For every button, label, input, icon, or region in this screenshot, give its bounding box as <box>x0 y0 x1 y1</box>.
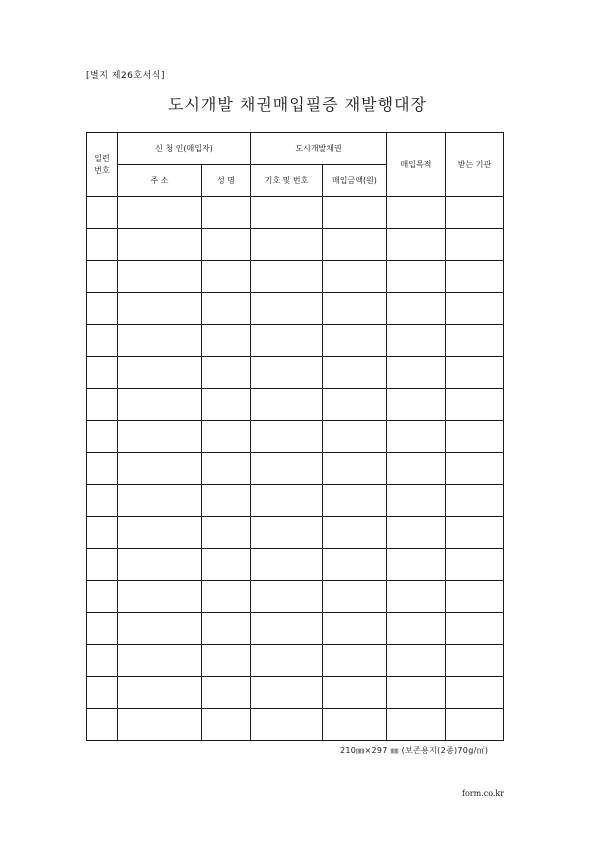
table-row <box>87 709 504 741</box>
address-cell <box>118 613 202 645</box>
receiving-agency-cell <box>446 357 504 389</box>
table-row <box>87 677 504 709</box>
serial-cell <box>87 197 118 229</box>
name-cell <box>202 677 251 709</box>
symbol-number-cell <box>251 261 323 293</box>
purchase-purpose-cell <box>387 453 446 485</box>
receiving-agency-cell <box>446 549 504 581</box>
purchase-purpose-cell <box>387 581 446 613</box>
applicant-header: 신 청 인(매입자) <box>118 133 251 165</box>
name-cell <box>202 421 251 453</box>
table-row <box>87 453 504 485</box>
table-row <box>87 293 504 325</box>
serial-cell <box>87 293 118 325</box>
symbol-number-header: 기호 및 번호 <box>251 165 323 197</box>
table-row <box>87 485 504 517</box>
name-cell <box>202 549 251 581</box>
name-cell <box>202 261 251 293</box>
purchase-amount-cell <box>323 357 387 389</box>
purchase-purpose-cell <box>387 197 446 229</box>
receiving-agency-cell <box>446 197 504 229</box>
purchase-purpose-cell <box>387 613 446 645</box>
purchase-amount-header: 매입금액(원) <box>323 165 387 197</box>
symbol-number-cell <box>251 677 323 709</box>
symbol-number-cell <box>251 389 323 421</box>
symbol-number-cell <box>251 293 323 325</box>
table-row <box>87 229 504 261</box>
address-cell <box>118 453 202 485</box>
purchase-amount-cell <box>323 485 387 517</box>
purchase-amount-cell <box>323 549 387 581</box>
address-cell <box>118 517 202 549</box>
receiving-agency-cell <box>446 677 504 709</box>
receiving-agency-cell <box>446 485 504 517</box>
purchase-purpose-cell <box>387 293 446 325</box>
receiving-agency-cell <box>446 229 504 261</box>
purchase-amount-cell <box>323 261 387 293</box>
purchase-purpose-header: 매입목적 <box>387 133 446 197</box>
receiving-agency-cell <box>446 613 504 645</box>
serial-cell <box>87 421 118 453</box>
name-cell <box>202 645 251 677</box>
receiving-agency-cell <box>446 645 504 677</box>
serial-cell <box>87 613 118 645</box>
serial-header-top: 일련 <box>94 153 110 163</box>
table-row <box>87 197 504 229</box>
purchase-purpose-cell <box>387 709 446 741</box>
name-cell <box>202 613 251 645</box>
source-site-label: form.co.kr <box>462 789 505 798</box>
name-cell <box>202 453 251 485</box>
receiving-agency-cell <box>446 293 504 325</box>
table-row <box>87 517 504 549</box>
symbol-number-cell <box>251 709 323 741</box>
form-number-label: [별지 제26호서식] <box>86 71 165 81</box>
purchase-purpose-cell <box>387 517 446 549</box>
serial-cell <box>87 261 118 293</box>
name-cell <box>202 357 251 389</box>
paper-spec-footnote: 210㎜×297 ㎜ (보존용지(2종)70g/㎡) <box>340 746 489 755</box>
address-cell <box>118 389 202 421</box>
header-row-1 <box>87 133 504 165</box>
ledger-body <box>87 197 504 741</box>
address-cell <box>118 645 202 677</box>
purchase-purpose-cell <box>387 325 446 357</box>
symbol-number-cell <box>251 229 323 261</box>
address-header: 주 소 <box>118 165 202 197</box>
symbol-number-cell <box>251 421 323 453</box>
symbol-number-cell <box>251 325 323 357</box>
name-cell <box>202 485 251 517</box>
symbol-number-cell <box>251 357 323 389</box>
receiving-agency-cell <box>446 453 504 485</box>
receiving-agency-cell <box>446 581 504 613</box>
address-cell <box>118 581 202 613</box>
purchase-purpose-cell <box>387 549 446 581</box>
address-cell <box>118 229 202 261</box>
symbol-number-cell <box>251 197 323 229</box>
table-row <box>87 549 504 581</box>
purchase-purpose-cell <box>387 389 446 421</box>
address-cell <box>118 677 202 709</box>
address-cell <box>118 197 202 229</box>
address-cell <box>118 261 202 293</box>
serial-cell <box>87 709 118 741</box>
purchase-amount-cell <box>323 677 387 709</box>
symbol-number-cell <box>251 581 323 613</box>
serial-number-header <box>87 133 118 197</box>
purchase-amount-cell <box>323 453 387 485</box>
serial-cell <box>87 517 118 549</box>
name-cell <box>202 709 251 741</box>
table-row <box>87 389 504 421</box>
receiving-agency-header: 받는 기관 <box>446 133 504 197</box>
symbol-number-cell <box>251 485 323 517</box>
table-row <box>87 357 504 389</box>
purchase-purpose-cell <box>387 645 446 677</box>
purchase-purpose-cell <box>387 229 446 261</box>
receiving-agency-cell <box>446 709 504 741</box>
purchase-amount-cell <box>323 581 387 613</box>
table-row <box>87 261 504 293</box>
serial-cell <box>87 485 118 517</box>
address-cell <box>118 549 202 581</box>
purchase-purpose-cell <box>387 357 446 389</box>
receiving-agency-cell <box>446 325 504 357</box>
receiving-agency-cell <box>446 389 504 421</box>
receiving-agency-cell <box>446 421 504 453</box>
name-header: 성 명 <box>202 165 251 197</box>
purchase-amount-cell <box>323 645 387 677</box>
purchase-purpose-cell <box>387 421 446 453</box>
bond-header: 도시개발채권 <box>251 133 387 165</box>
address-cell <box>118 293 202 325</box>
name-cell <box>202 293 251 325</box>
serial-cell <box>87 549 118 581</box>
table-row <box>87 325 504 357</box>
table-row <box>87 421 504 453</box>
name-cell <box>202 581 251 613</box>
symbol-number-cell <box>251 613 323 645</box>
serial-cell <box>87 453 118 485</box>
purchase-amount-cell <box>323 613 387 645</box>
purchase-amount-cell <box>323 389 387 421</box>
address-cell <box>118 709 202 741</box>
table-row <box>87 581 504 613</box>
address-cell <box>118 485 202 517</box>
purchase-amount-cell <box>323 293 387 325</box>
purchase-purpose-cell <box>387 485 446 517</box>
receiving-agency-cell <box>446 517 504 549</box>
name-cell <box>202 389 251 421</box>
address-cell <box>118 357 202 389</box>
purchase-amount-cell <box>323 517 387 549</box>
purchase-amount-cell <box>323 229 387 261</box>
serial-cell <box>87 229 118 261</box>
page-title: 도시개발 채권매입필증 재발행대장 <box>167 95 427 114</box>
purchase-amount-cell <box>323 325 387 357</box>
serial-cell <box>87 581 118 613</box>
address-cell <box>118 325 202 357</box>
name-cell <box>202 197 251 229</box>
reissue-ledger-table <box>86 132 504 741</box>
serial-cell <box>87 357 118 389</box>
purchase-amount-cell <box>323 709 387 741</box>
table-row <box>87 645 504 677</box>
symbol-number-cell <box>251 645 323 677</box>
serial-cell <box>87 325 118 357</box>
symbol-number-cell <box>251 549 323 581</box>
table-row <box>87 613 504 645</box>
name-cell <box>202 325 251 357</box>
serial-header-bottom: 번호 <box>94 165 110 175</box>
address-cell <box>118 421 202 453</box>
name-cell <box>202 229 251 261</box>
name-cell <box>202 517 251 549</box>
symbol-number-cell <box>251 453 323 485</box>
receiving-agency-cell <box>446 261 504 293</box>
purchase-amount-cell <box>323 197 387 229</box>
serial-cell <box>87 677 118 709</box>
purchase-purpose-cell <box>387 261 446 293</box>
purchase-amount-cell <box>323 421 387 453</box>
purchase-purpose-cell <box>387 677 446 709</box>
serial-cell <box>87 389 118 421</box>
serial-cell <box>87 645 118 677</box>
symbol-number-cell <box>251 517 323 549</box>
